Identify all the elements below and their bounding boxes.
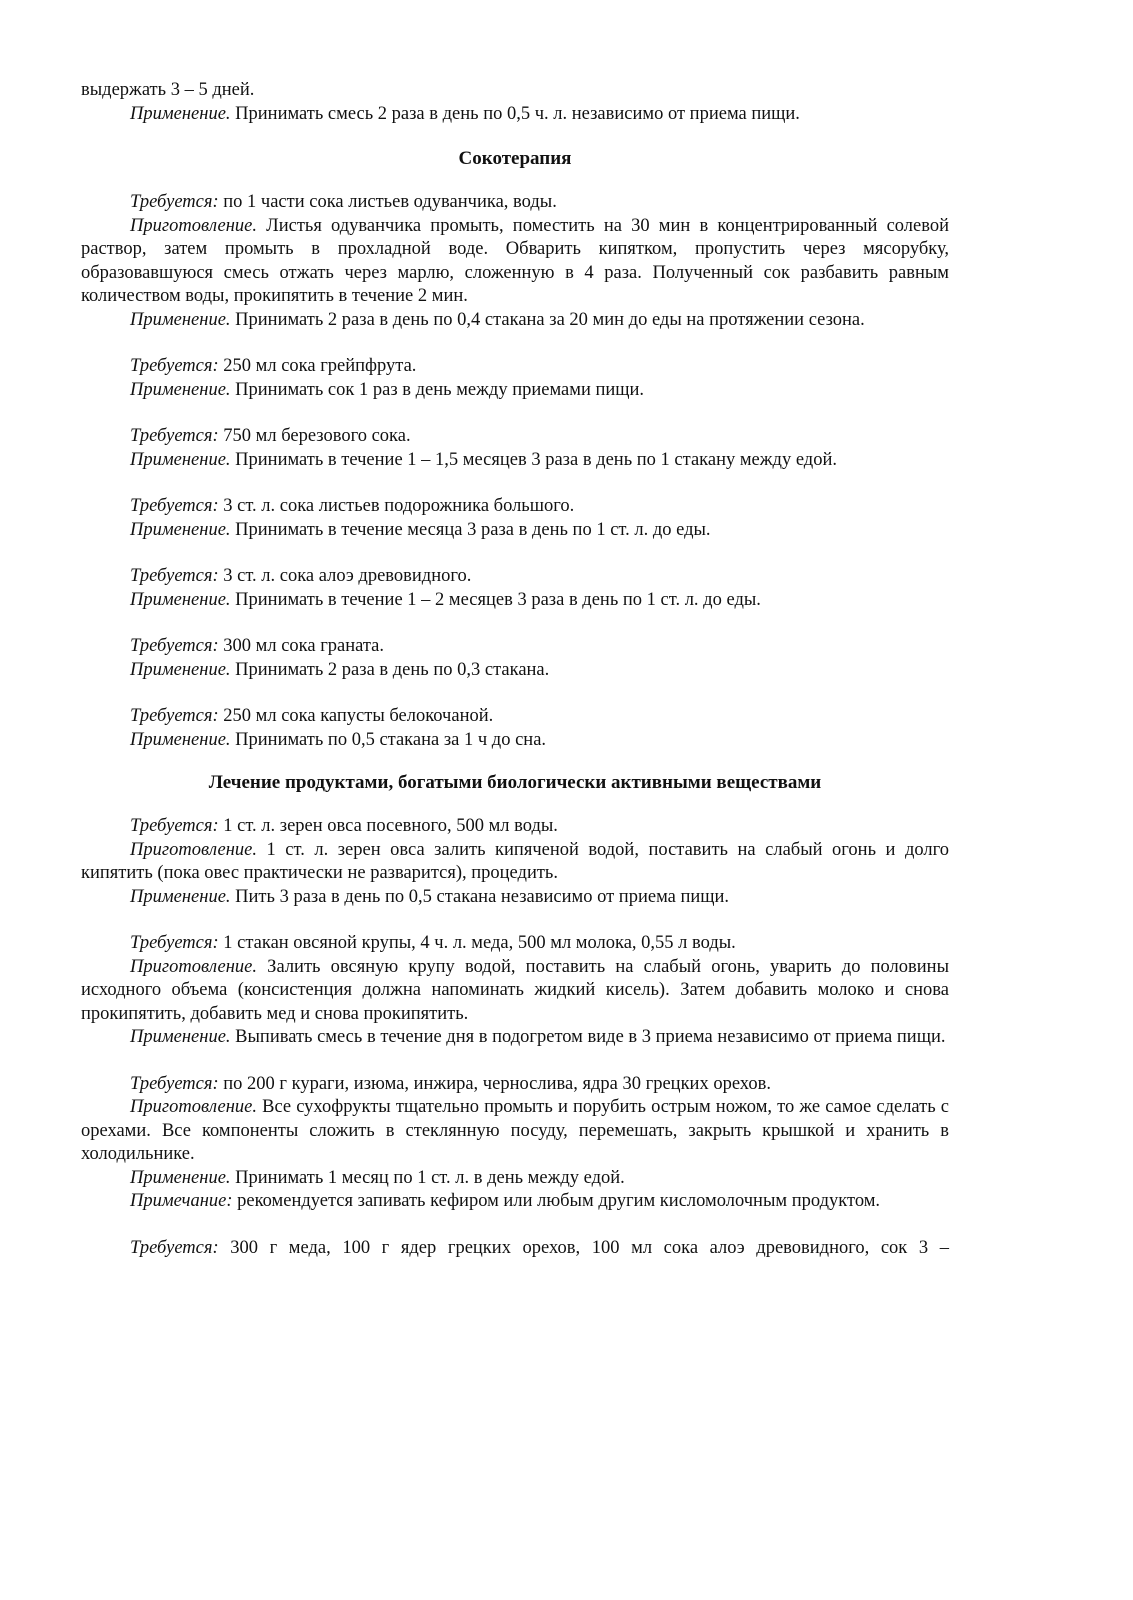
- usage-label: Применение.: [130, 1027, 231, 1047]
- usage-text: Принимать 2 раза в день по 0,3 стакана.: [235, 659, 550, 680]
- note-text: рекомендуется запивать кефиром или любым другим кисломолочным продуктом.: [237, 1191, 881, 1211]
- usage-paragraph: [81, 589, 949, 613]
- page-content: [81, 79, 949, 1260]
- requirement-text: 300 г меда, 100 г ядер грецких орехов, 100 мл сока алоэ древовидного, сок 3 –: [230, 1237, 949, 1258]
- usage-paragraph: [81, 659, 949, 683]
- requirement-text: 1 ст. л. зерен овса посевного, 500 мл воды.: [223, 816, 558, 836]
- usage-paragraph: [81, 449, 949, 473]
- requirement-text: 750 мл березового сока.: [223, 426, 411, 446]
- usage-paragraph: [81, 103, 949, 127]
- preparation-paragraph: [81, 1096, 949, 1167]
- preparation-label: Приготовление.: [130, 839, 257, 860]
- section-title-juice-therapy: Сокотерапия: [458, 148, 572, 169]
- usage-text: Принимать смесь 2 раза в день по 0,5 ч. л. независимо от приема пищи.: [235, 103, 800, 124]
- requirement-paragraph: [81, 635, 949, 659]
- usage-label: Применение.: [130, 103, 231, 124]
- requirement-label: Требуется:: [130, 636, 219, 656]
- preparation-label: Приготовление.: [130, 956, 257, 977]
- requirement-text: 300 мл сока граната.: [223, 636, 385, 656]
- usage-label: Применение.: [130, 886, 231, 907]
- requirement-label: Требуется:: [130, 706, 219, 726]
- usage-text: Принимать по 0,5 стакана за 1 ч до сна.: [235, 729, 547, 750]
- note-label: Примечание:: [130, 1191, 233, 1211]
- requirement-paragraph: [81, 495, 949, 519]
- requirement-label: Требуется:: [130, 426, 219, 446]
- preparation-label: Приготовление.: [130, 1097, 257, 1117]
- usage-paragraph: [81, 886, 949, 910]
- requirement-paragraph: [81, 191, 949, 215]
- usage-paragraph: [81, 379, 949, 403]
- usage-label: Применение.: [130, 449, 231, 470]
- usage-text: Принимать 1 месяц по 1 ст. л. в день между едой.: [235, 1167, 625, 1188]
- requirement-label: Требуется:: [130, 356, 219, 376]
- requirement-label: Требуется:: [130, 1237, 219, 1258]
- usage-text: Принимать 2 раза в день по 0,4 стакана за 20 мин до еды на протяжении сезона.: [235, 309, 865, 330]
- requirement-label: Требуется:: [130, 496, 219, 516]
- section-title-bioactive-products: Лечение продуктами, богатыми биологически активными веществами: [208, 772, 822, 793]
- requirement-text: по 200 г кураги, изюма, инжира, чернослива, ядра 30 грецких орехов.: [223, 1073, 771, 1094]
- requirement-paragraph: [81, 705, 949, 729]
- preparation-paragraph: [81, 839, 949, 886]
- usage-paragraph: [81, 1167, 949, 1191]
- requirement-paragraph: [81, 932, 949, 956]
- preparation-paragraph: [81, 215, 949, 309]
- preparation-text: Залить овсяную крупу водой, поставить на слабый огонь, уварить до половины исходного объема (консистенция должна напоминать жидкий кисель). Затем добавить молоко и снова прокипятить, добавить мед и снова прокипятить.: [81, 956, 950, 1024]
- usage-paragraph: [81, 729, 949, 753]
- requirement-paragraph: [81, 815, 949, 839]
- usage-text: Принимать сок 1 раз в день между приемами пищи.: [235, 379, 645, 400]
- preparation-text: 1 ст. л. зерен овса залить кипяченой водой, поставить на слабый огонь и долго кипятить (пока овес практически не разварится), процедить.: [81, 839, 949, 883]
- usage-text: Выпивать смесь в течение дня в подогретом виде в 3 приема независимо от приема пищи.: [235, 1027, 946, 1047]
- usage-text: Принимать в течение 1 – 2 месяцев 3 раза в день по 1 ст. л. до еды.: [235, 589, 761, 610]
- note-paragraph: [81, 1190, 949, 1214]
- usage-label: Применение.: [130, 379, 231, 400]
- usage-label: Применение.: [130, 589, 231, 610]
- continuation-text: выдержать 3 – 5 дней.: [81, 80, 255, 100]
- requirement-paragraph: [81, 1237, 949, 1261]
- requirement-label: Требуется:: [130, 816, 219, 836]
- requirement-text: 250 мл сока капусты белокочаной.: [223, 706, 494, 726]
- requirement-text: 250 мл сока грейпфрута.: [223, 356, 417, 376]
- preparation-text: Все сухофрукты тщательно промыть и порубить острым ножом, то же самое сделать с орехами. Все компоненты сложить в стеклянную посуду, перемешать, закрыть крышкой и хранить в холодильнике.: [81, 1097, 950, 1164]
- usage-label: Применение.: [130, 309, 231, 330]
- requirement-paragraph: [81, 565, 949, 589]
- requirement-text: 3 ст. л. сока листьев подорожника большого.: [223, 496, 575, 516]
- usage-label: Применение.: [130, 519, 231, 540]
- usage-paragraph: [81, 309, 949, 333]
- requirement-text: по 1 части сока листьев одуванчика, воды.: [223, 192, 557, 212]
- requirement-label: Требуется:: [130, 566, 219, 586]
- preparation-text: Листья одуванчика промыть, поместить на 30 мин в концентрированный солевой раствор, затем промыть в прохладной воде. Обварить кипятком, пропустить через мясорубку, образовавшуюся смесь отжать через марлю, сложенную в 4 раза. Полученный сок разбавить равным количеством воды, прокипятить в течение 2 мин.: [81, 215, 949, 306]
- usage-text: Принимать в течение 1 – 1,5 месяцев 3 раза в день по 1 стакану между едой.: [235, 449, 837, 470]
- usage-paragraph: [81, 1026, 949, 1050]
- requirement-text: 1 стакан овсяной крупы, 4 ч. л. меда, 500 мл молока, 0,55 л воды.: [223, 933, 736, 953]
- requirement-text: 3 ст. л. сока алоэ древовидного.: [223, 566, 472, 586]
- preparation-paragraph: [81, 956, 949, 1027]
- usage-label: Применение.: [130, 659, 231, 680]
- requirement-paragraph: [81, 355, 949, 379]
- usage-text: Принимать в течение месяца 3 раза в день по 1 ст. л. до еды.: [235, 519, 711, 540]
- requirement-label: Требуется:: [130, 933, 219, 953]
- usage-label: Применение.: [130, 729, 231, 750]
- usage-label: Применение.: [130, 1167, 231, 1188]
- requirement-label: Требуется:: [130, 1073, 219, 1094]
- requirement-label: Требуется:: [130, 192, 219, 212]
- preparation-label: Приготовление.: [130, 215, 257, 236]
- requirement-paragraph: [81, 425, 949, 449]
- requirement-paragraph: [81, 1073, 949, 1097]
- usage-text: Пить 3 раза в день по 0,5 стакана независимо от приема пищи.: [235, 886, 730, 907]
- usage-paragraph: [81, 519, 949, 543]
